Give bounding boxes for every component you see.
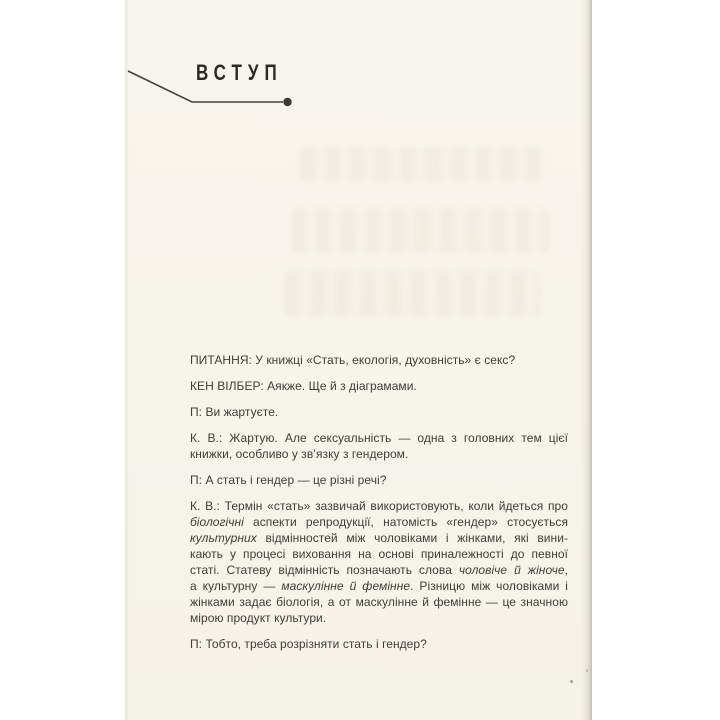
dialogue-paragraph bbox=[190, 352, 568, 368]
text-run: , bbox=[564, 563, 568, 577]
text-run: КЕН ВІЛБЕР: Аякже. Ще й з діаграмами. bbox=[190, 379, 417, 393]
dialogue-paragraph bbox=[190, 472, 568, 488]
decor-dot bbox=[283, 98, 291, 106]
text-run: жінками задає біологія, а от маскулінне й фемінне — це значною bbox=[190, 595, 568, 609]
dialogue-paragraph bbox=[190, 378, 568, 394]
text-run: культурних bbox=[190, 531, 257, 545]
text-run: аспекти репродукції, натомість «гендер» стосується bbox=[243, 515, 568, 529]
text-line bbox=[190, 430, 568, 446]
show-through-text bbox=[290, 208, 550, 252]
text-run: чоловіче й жіноче bbox=[458, 563, 565, 577]
text-run: біологічні bbox=[190, 515, 244, 529]
text-run: а культурну — bbox=[190, 579, 282, 593]
page-right-edge bbox=[581, 0, 592, 720]
text-line bbox=[190, 578, 568, 594]
text-run: кають у процесі виховання на основі приналежності до певної bbox=[190, 547, 568, 561]
dialogue-paragraph bbox=[190, 430, 568, 462]
text-run: мірою продукт культури. bbox=[190, 611, 327, 625]
show-through-text bbox=[300, 148, 545, 182]
page-left-edge bbox=[125, 0, 129, 720]
text-line bbox=[190, 594, 568, 610]
dialogue-text bbox=[190, 352, 568, 662]
paper-speck bbox=[570, 680, 573, 683]
dialogue-paragraph bbox=[190, 404, 568, 420]
text-run: книжки, особливо у зв’язку з гендером. bbox=[190, 447, 409, 461]
dialogue-paragraph bbox=[190, 498, 568, 626]
text-run: відмінностей між чоловіками і жінками, які вини- bbox=[256, 531, 568, 545]
text-run: П: Тобто, треба розрізняти стать і гендер? bbox=[190, 637, 427, 651]
text-line bbox=[190, 498, 568, 514]
book-page bbox=[125, 0, 592, 720]
text-line bbox=[190, 636, 568, 652]
text-line bbox=[190, 514, 568, 530]
text-run: К. В.: Термін «стать» зазвичай використовують, коли йдеться про bbox=[190, 499, 568, 513]
show-through-text bbox=[285, 270, 540, 316]
dialogue-paragraph bbox=[190, 636, 568, 652]
text-line bbox=[190, 446, 568, 462]
text-line bbox=[190, 530, 568, 546]
text-line bbox=[190, 562, 568, 578]
text-run: . Різницю між чоловіками і bbox=[410, 579, 568, 593]
text-run: П: Ви жартуєте. bbox=[190, 405, 279, 419]
text-run: маскулінне й фемінне bbox=[281, 579, 411, 593]
text-line bbox=[190, 378, 568, 394]
text-run: ПИТАННЯ: У книжці «Стать, екологія, духовність» є секс? bbox=[190, 353, 516, 367]
chapter-title: ВСТУП bbox=[196, 60, 283, 86]
text-line bbox=[190, 404, 568, 420]
text-run: П: А стать і гендер — це різні речі? bbox=[190, 473, 387, 487]
text-run: статі. Статеву відмінність позначають слова bbox=[190, 563, 459, 577]
text-line bbox=[190, 610, 568, 626]
text-run: К. В.: Жартую. Але сексуальність — одна з головних тем цієї bbox=[190, 431, 568, 445]
text-line bbox=[190, 352, 568, 368]
text-line bbox=[190, 472, 568, 488]
text-line bbox=[190, 546, 568, 562]
